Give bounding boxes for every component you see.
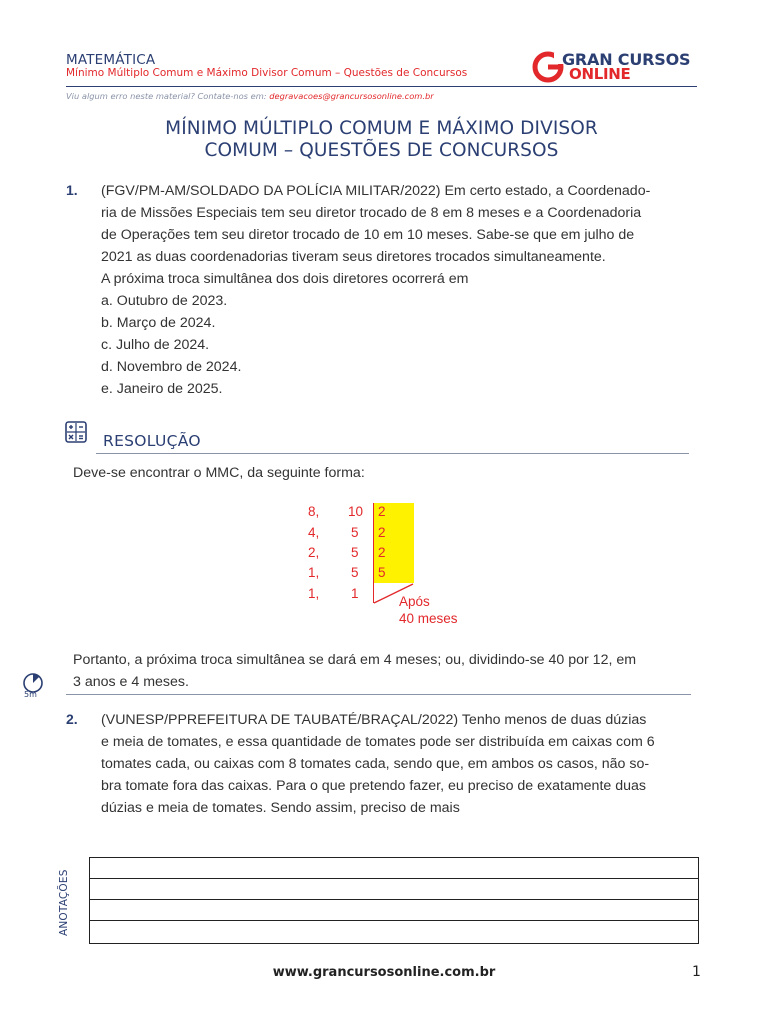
resolution-title: RESOLUÇÃO: [103, 432, 201, 450]
document-subtitle: Mínimo Múltiplo Comum e Máximo Divisor Comum – Questões de Concursos: [66, 67, 468, 79]
notes-line: [90, 878, 698, 879]
page-title: [66, 118, 697, 162]
question-statement-line: (VUNESP/PPREFEITURA DE TAUBATÉ/BRAÇAL/2022) Tenho menos de duas dúzias: [101, 712, 647, 728]
mmc-value: 1: [351, 586, 359, 601]
option-c: [101, 334, 209, 356]
question-statement-line: (FGV/PM-AM/SOLDADO DA POLÍCIA MILITAR/2022) Em certo estado, a Coordenado-: [101, 183, 651, 199]
option-text: Março de 2024.: [116, 315, 216, 331]
option-text: Julho de 2024.: [116, 337, 210, 353]
page-number: 1: [692, 964, 701, 980]
resolution-intro: Deve-se encontrar o MMC, da seguinte forma:: [73, 465, 365, 481]
contact-note: [66, 91, 434, 101]
mmc-value: 5: [351, 545, 359, 560]
mmc-value: 4,: [308, 525, 320, 540]
question-number: 1.: [66, 182, 78, 198]
resolution-divider: [96, 453, 689, 454]
mmc-value: 5: [351, 525, 359, 540]
logo-g-icon: [532, 51, 564, 83]
question-statement-line: ria de Missões Especiais tem seu diretor trocado de 8 em 8 meses e a Coordenadoria: [101, 205, 642, 221]
mmc-value: 2,: [308, 545, 320, 560]
mmc-factor: 5: [378, 565, 386, 580]
question-statement-line: 2021 as duas coordenadorias tiveram seus diretores trocados simultaneamente.: [101, 249, 606, 265]
gran-cursos-logo: [532, 50, 707, 84]
mmc-value: 5: [351, 565, 359, 580]
option-text: Outubro de 2023.: [116, 293, 228, 309]
question-statement-line: e meia de tomates, e essa quantidade de tomates pode ser distribuída em caixas com 6: [101, 734, 655, 750]
section-divider: [66, 694, 691, 695]
mmc-factor: 2: [378, 504, 386, 519]
notes-box[interactable]: [89, 857, 699, 944]
logo-text-gran-cursos: GRAN CURSOS: [562, 50, 691, 69]
option-letter: d.: [101, 359, 113, 375]
page-title-line-1: MÍNIMO MÚLTIPLO COMUM E MÁXIMO DIVISOR: [165, 118, 598, 139]
notes-line: [90, 920, 698, 921]
option-letter: b.: [101, 315, 113, 331]
mmc-value: 10: [348, 504, 364, 519]
contact-email-link[interactable]: degravacoes@grancursosonline.com.br: [269, 91, 434, 101]
notes-line: [90, 899, 698, 900]
result-value: 40 meses: [399, 611, 458, 626]
question-statement-line: bra tomate fora das caixas. Para o que pretendo fazer, eu preciso de exatamente duas: [101, 778, 646, 794]
question-statement-line: de Operações tem seu diretor trocado de 10 em 10 meses. Sabe-se que em julho de: [101, 227, 635, 243]
option-letter: e.: [101, 381, 113, 397]
option-letter: c.: [101, 337, 113, 353]
question-statement-line: dúzias e meia de tomates. Sendo assim, preciso de mais: [101, 800, 460, 816]
resolution-conclusion-line: Portanto, a próxima troca simultânea se dará em 4 meses; ou, dividindo-se 40 por 12, em: [73, 652, 637, 668]
resolution-conclusion-line: 3 anos e 4 meses.: [73, 674, 189, 690]
mmc-value: 1,: [308, 586, 320, 601]
subject-title: MATEMÁTICA: [66, 52, 156, 68]
option-b: [101, 312, 215, 334]
option-d: [101, 356, 241, 378]
option-e: [101, 378, 223, 400]
question-number: 2.: [66, 711, 78, 727]
option-letter: a.: [101, 293, 113, 309]
question-statement-line: tomates cada, ou caixas com 8 tomates cada, sendo que, em ambos os casos, não so-: [101, 756, 650, 772]
mmc-value: 8,: [308, 504, 320, 519]
option-text: Janeiro de 2025.: [116, 381, 223, 397]
result-label: Após: [399, 594, 430, 609]
timer-label: 5m: [24, 690, 37, 699]
calculator-icon: [64, 420, 88, 444]
page-title-line-2: COMUM – QUESTÕES DE CONCURSOS: [204, 140, 559, 161]
logo-text-online: ONLINE: [569, 65, 631, 83]
option-text: Novembro de 2024.: [116, 359, 242, 375]
footer-website-link[interactable]: www.grancursosonline.com.br: [272, 965, 496, 980]
question-prompt: A próxima troca simultânea dos dois diretores ocorrerá em: [101, 271, 469, 287]
option-a: [101, 290, 227, 312]
contact-prefix: Viu algum erro neste material? Contate-nos em:: [66, 91, 270, 101]
notes-label: ANOTAÇÕES: [58, 869, 70, 936]
mmc-value: 1,: [308, 565, 320, 580]
mmc-factor: 2: [378, 525, 386, 540]
mmc-factor: 2: [378, 545, 386, 560]
header-divider: [66, 86, 697, 87]
